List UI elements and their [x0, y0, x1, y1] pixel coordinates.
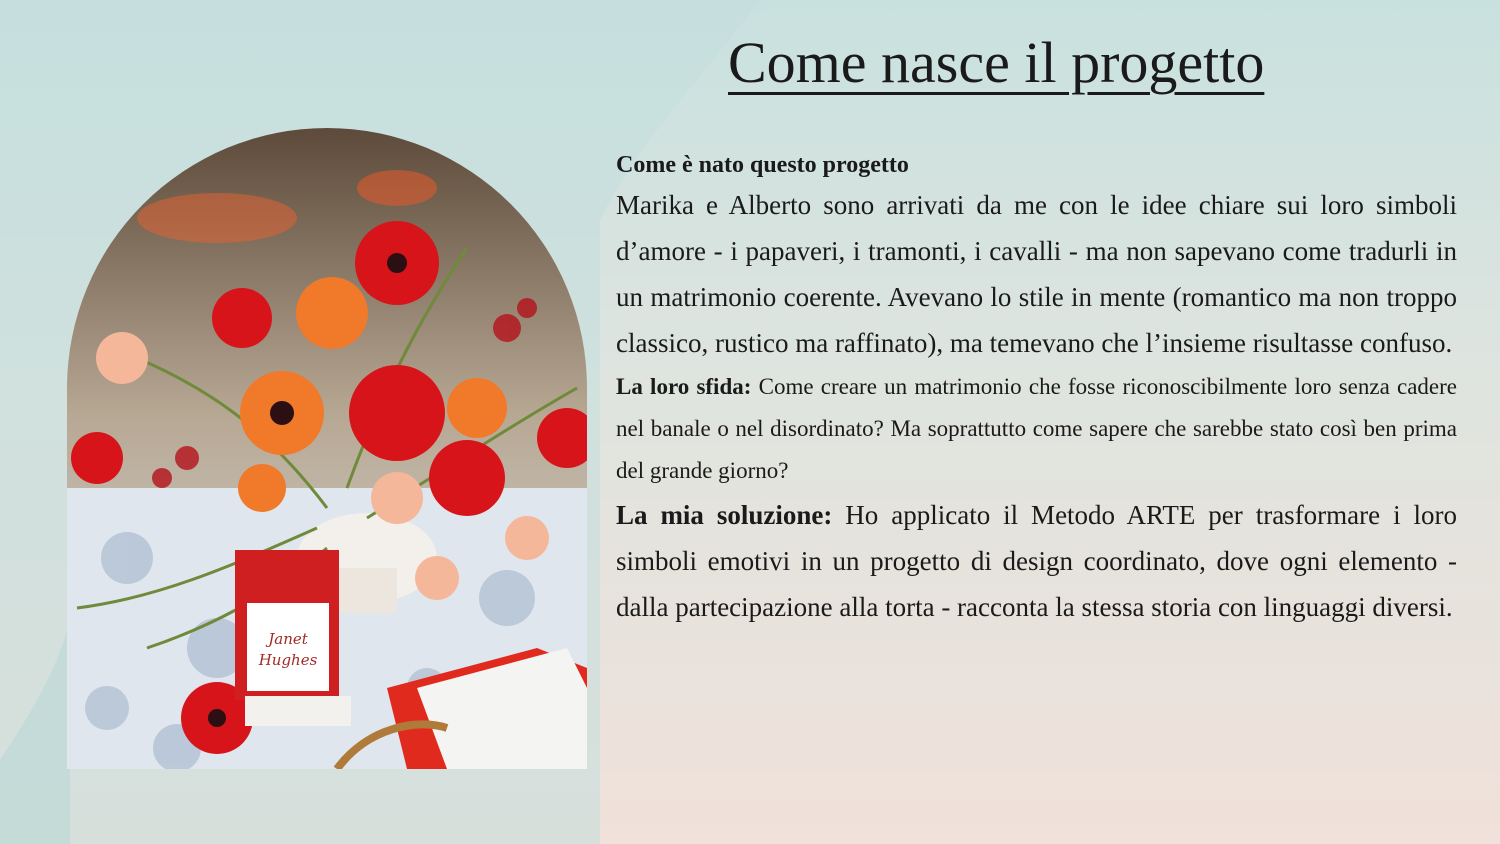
project-description: [616, 148, 1457, 630]
challenge-paragraph: [616, 366, 1457, 492]
place-card-name-first: Janet: [268, 630, 308, 648]
page-title: Come nasce il progetto: [728, 30, 1265, 95]
solution-label: La mia soluzione:: [616, 500, 833, 530]
solution-text: Ho applicato il Metodo ARTE per trasformare i loro simboli emotivi in un progetto di design coordinato, dove ogni elemento - dalla partecipazione alla torta - racconta la stessa storia con linguaggi diversi.: [616, 500, 1457, 622]
floral-centerpiece-photo: [67, 128, 587, 769]
section-heading: Come è nato questo progetto: [616, 152, 909, 178]
challenge-label: La loro sfida:: [616, 374, 752, 399]
solution-paragraph: [616, 492, 1457, 630]
floral-illustration: [67, 128, 587, 769]
intro-paragraph: Marika e Alberto sono arrivati da me con le idee chiare sui loro simboli d’amore - i papaveri, i tramonti, i cavalli - ma non sapevano come tradurli in un matrimonio coerente. Avevano lo stile in mente (romantico ma non troppo classico, rustico ma raffinato), ma temevano che l’insieme risultasse confuso.: [616, 190, 1457, 358]
place-card-name-last: Hughes: [258, 651, 318, 669]
challenge-text: Come creare un matrimonio che fosse riconoscibilmente loro senza cadere nel banale o nel disordinato? Ma soprattutto come sapere che sarebbe stato così ben prima del grande giorno?: [616, 374, 1458, 483]
